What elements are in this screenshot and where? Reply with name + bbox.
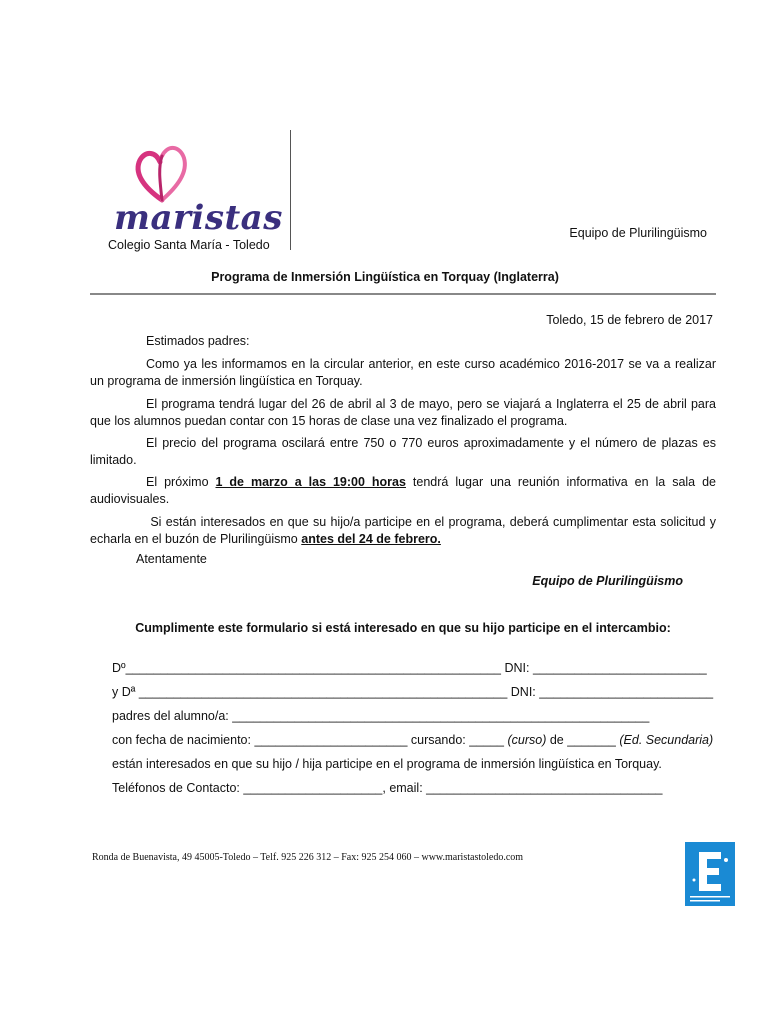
paragraph-4: El próximo 1 de marzo a las 19:00 horas tendrá lugar una reunión informativa en la sala de audiovisuales. xyxy=(90,475,717,506)
maristas-logo-text: maristas xyxy=(114,198,283,238)
school-name: Colegio Santa María - Toledo xyxy=(108,238,270,252)
paragraph-5: Si están interesados en que su hijo/a participe en el programa, deberá cumplimentar esta solicitud y echarla en el buzón de Plurilingüismo antes del 24 de febrero. xyxy=(90,515,716,546)
signature: Equipo de Plurilingüismo xyxy=(532,574,683,588)
meeting-date: 1 de marzo a las 19:00 horas xyxy=(215,475,406,489)
paragraph-3: El precio del programa oscilará entre 750 o 770 euros aproximadamente y el número de plazas es limitado. xyxy=(90,436,716,467)
salutation: Estimados padres: xyxy=(146,334,250,348)
maristas-heart-logo-icon xyxy=(132,142,192,206)
paragraph-2: El programa tendrá lugar del 26 de abril al 3 de mayo, pero se viajará a Inglaterra el 25 de abril para que los alumnos puedan contar con 15 horas de clase una vez finalizado el programa. xyxy=(90,397,716,428)
contact-phone-email-field[interactable]: Teléfonos de Contacto: ____________________, email: __________________________________ xyxy=(112,781,663,795)
consent-line: están interesados en que su hijo / hija participe en el programa de inmersión lingüística en Torquay. xyxy=(112,757,662,771)
letter-title: Programa de Inmersión Lingüística en Torquay (Inglaterra) xyxy=(211,270,559,284)
header-divider xyxy=(290,130,291,250)
letter-date: Toledo, 15 de febrero de 2017 xyxy=(546,313,713,327)
closing: Atentamente xyxy=(136,552,207,566)
form-title: Cumplimente este formulario si está interesado en que su hijo participe en el intercambio: xyxy=(135,621,671,635)
father-name-dni-field[interactable]: Dº______________________________________________________ DNI: _________________________ xyxy=(112,661,707,675)
paragraph-1: Como ya les informamos en la circular anterior, en este curso académico 2016-2017 se va a realizar un programa de inmersión lingüística en Torquay. xyxy=(90,357,716,388)
deadline: antes del 24 de febrero. xyxy=(301,532,441,546)
footer-address: Ronda de Buenavista, 49 45005-Toledo – Telf. 925 226 312 – Fax: 925 254 060 – www.maristastoledo.com xyxy=(92,852,524,863)
school-badge-icon xyxy=(685,842,735,906)
mother-name-dni-field[interactable]: y Dª _____________________________________________________ DNI: _________________________ xyxy=(112,685,714,699)
title-rule xyxy=(90,293,716,295)
department-name: Equipo de Plurilingüismo xyxy=(569,226,707,240)
student-name-field[interactable]: padres del alumno/a: ____________________________________________________________ xyxy=(112,709,650,723)
birthdate-course-field[interactable]: con fecha de nacimiento: ______________________ cursando: _____ (curso) de _______ (Ed. Secundaria) xyxy=(112,733,714,747)
